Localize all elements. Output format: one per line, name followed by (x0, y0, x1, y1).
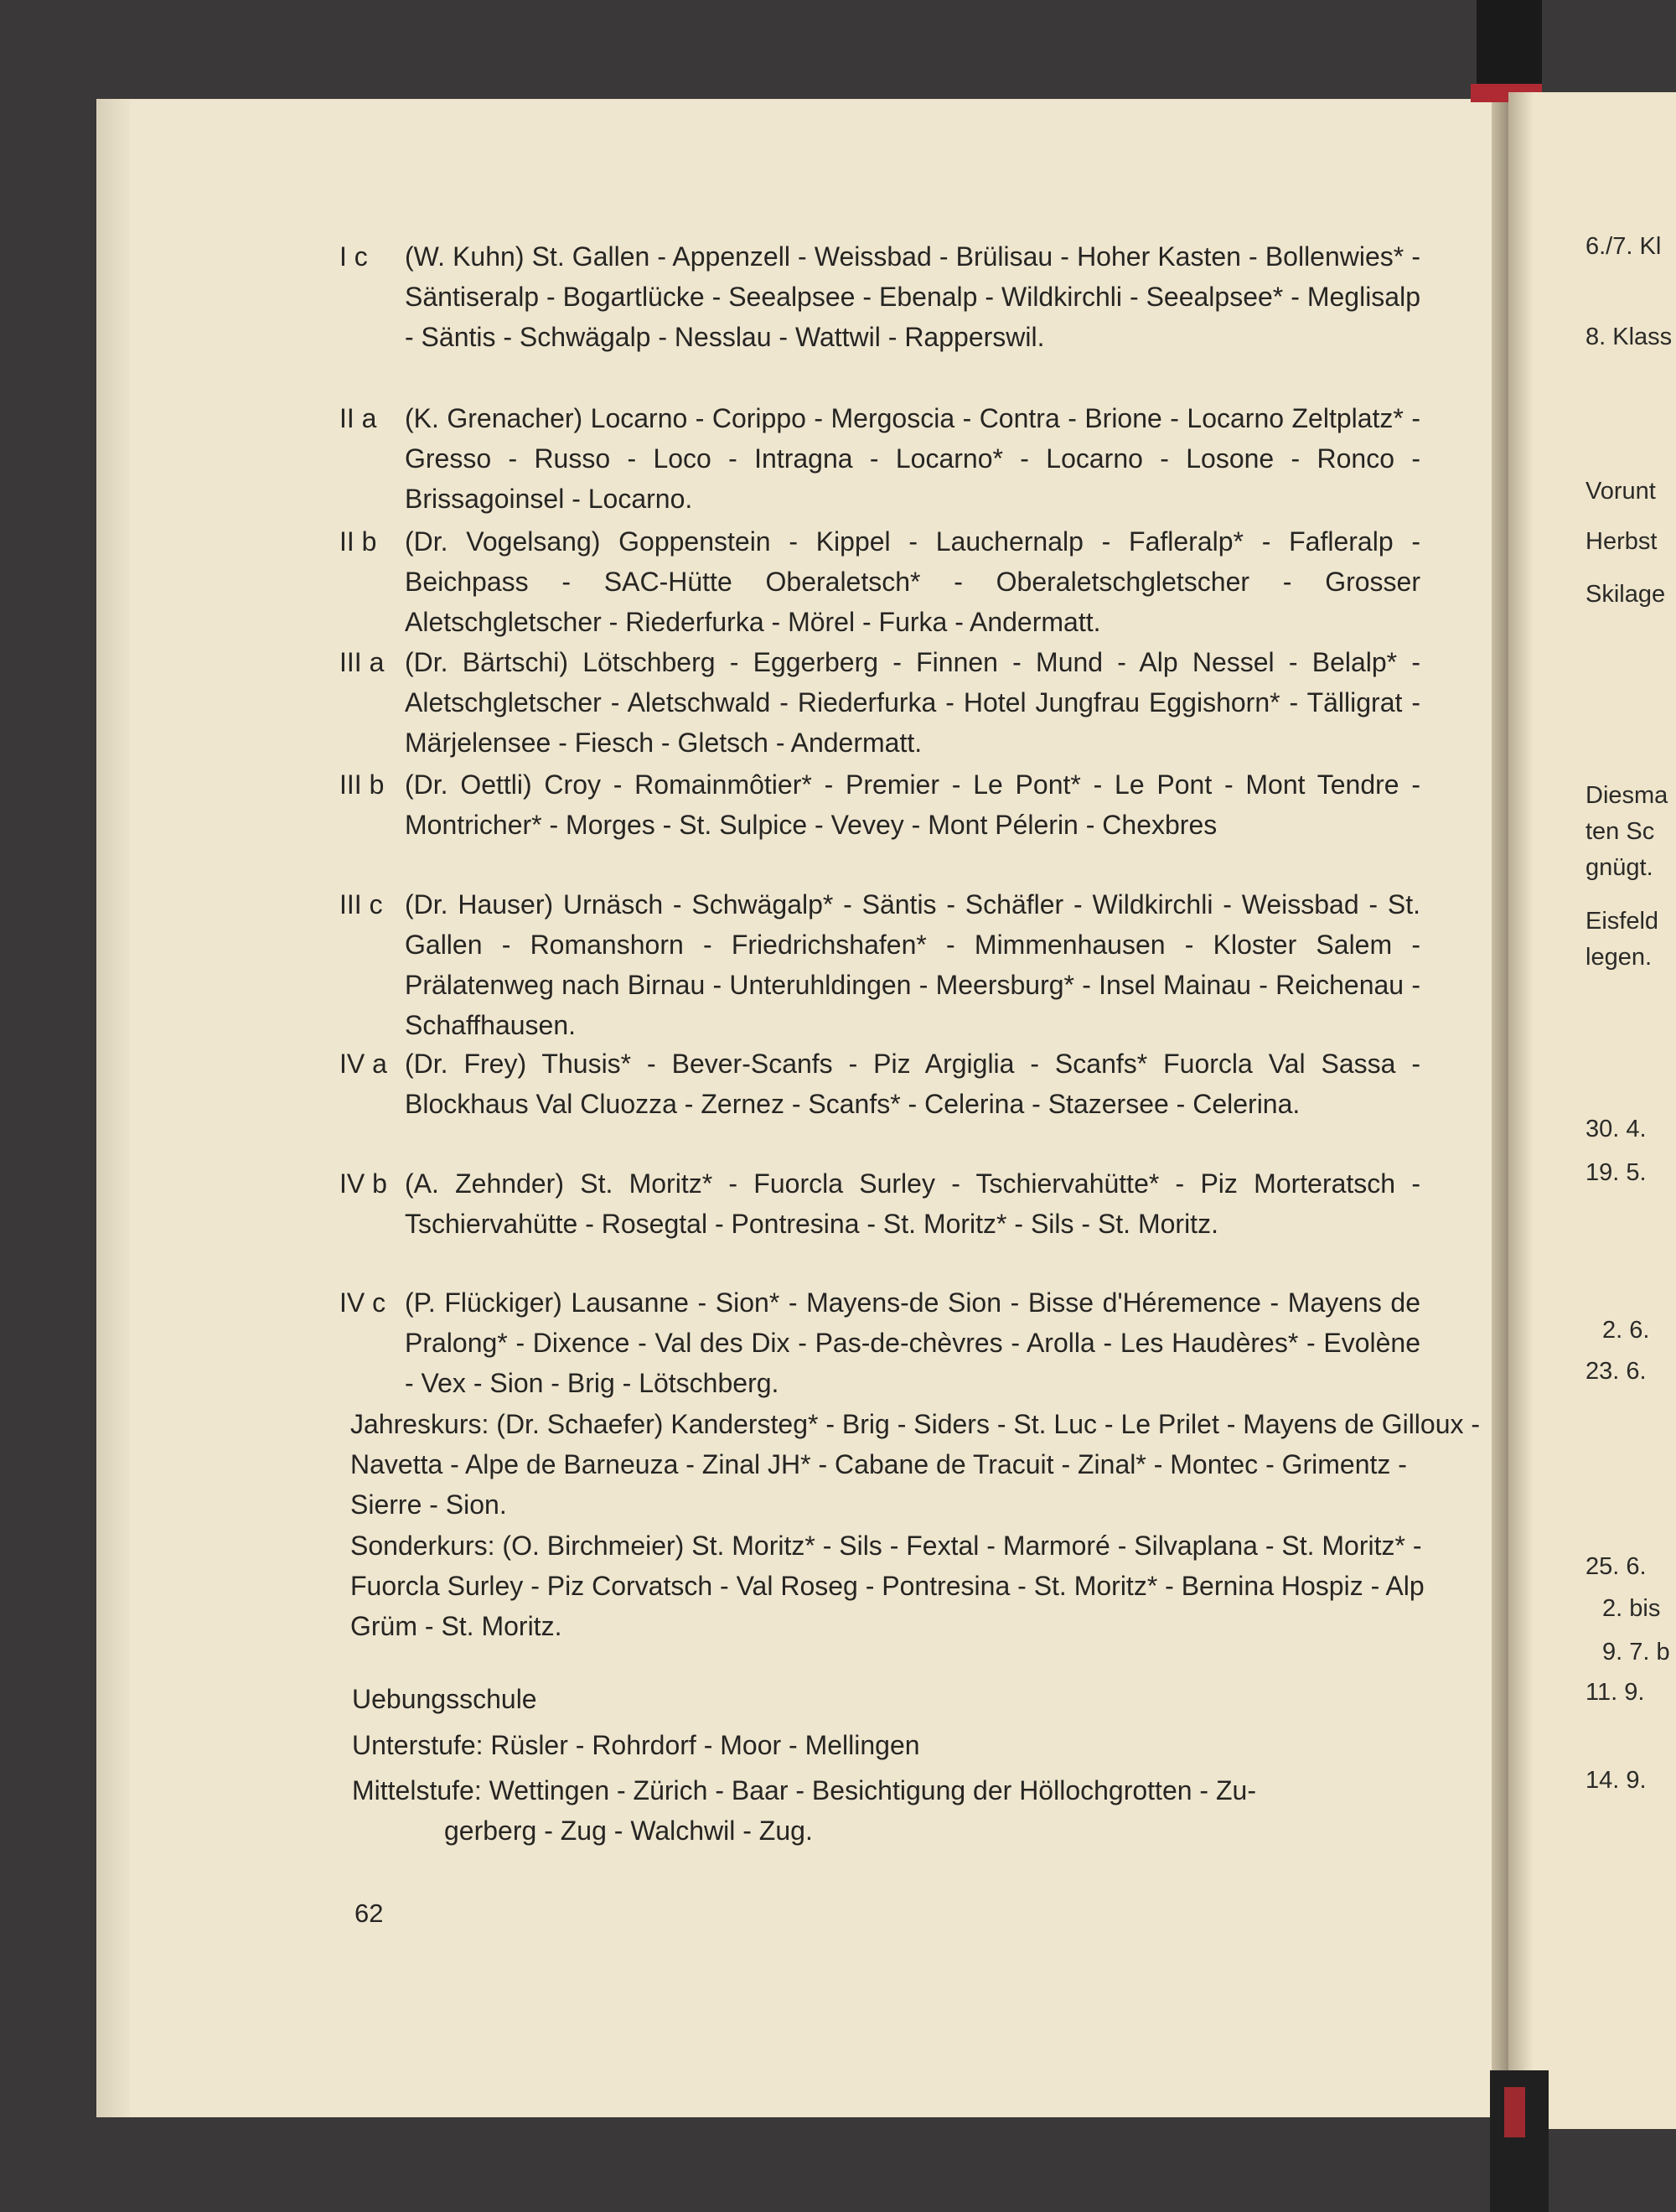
course-label: Sonderkurs: (350, 1531, 495, 1561)
right-fragment: 8. Klass (1585, 324, 1673, 350)
right-fragment: 19. 5. (1585, 1159, 1647, 1186)
course-entry-jahreskurs (350, 1404, 1484, 1525)
right-fragment: legen. (1585, 944, 1653, 971)
right-fragment: 23. 6. (1585, 1358, 1647, 1385)
right-fragment: 9. 7. b (1602, 1639, 1670, 1665)
course-entry-iia (339, 398, 1420, 519)
course-entry-iiia (339, 642, 1420, 763)
mittelstufe-line-2: gerberg - Zug - Walchwil - Zug. (444, 1816, 813, 1846)
course-entry-ivb (339, 1163, 1420, 1244)
right-fragment: Vorunt (1585, 478, 1656, 505)
course-route: (K. Grenacher) Locarno - Corippo - Mergoscia - Contra - Brione - Locarno Zeltplatz* - Gresso - Russo - Loco - Intragna - Locarno* - Locarno - Losone - Ronco - Brissagoinsel - Locarno. (405, 403, 1420, 514)
course-route: (W. Kuhn) St. Gallen - Appenzell - Weissbad - Brülisau - Hoher Kasten - Bollenwies* - Säntiseralp - Bogartlücke - Seealpsee - Ebenalp - Wildkirchli - Seealpsee* - Meglisalp - Säntis - Schwägalp - Nesslau - Wattwil - Rapperswil. (405, 241, 1420, 352)
right-fragment: 25. 6. (1585, 1553, 1647, 1580)
page-number: 62 (354, 1899, 384, 1928)
course-label: III a (339, 647, 385, 677)
course-entry-iva (339, 1044, 1420, 1124)
course-label: I c (339, 241, 368, 272)
right-fragment: 2. bis (1602, 1595, 1661, 1622)
right-fragment: Diesma (1585, 782, 1668, 809)
mittelstufe-line-1: Mittelstufe: Wettingen - Zürich - Baar - Besichtigung der Höllochgrotten - Zu- (352, 1775, 1256, 1805)
course-label: IV b (339, 1168, 387, 1199)
right-fragment: ten Sc (1585, 818, 1655, 845)
course-route (350, 1526, 1484, 1646)
course-entry-iib (339, 521, 1420, 642)
course-entry-iiic (339, 884, 1420, 1045)
course-label: III c (339, 889, 383, 920)
right-fragment: Skilage (1585, 581, 1666, 608)
course-route (350, 1404, 1484, 1525)
section-heading-uebungsschule: Uebungsschule (352, 1684, 537, 1714)
course-entry-ivc (339, 1282, 1420, 1403)
course-label: II a (339, 403, 377, 433)
course-entry-sonderkurs (350, 1526, 1484, 1646)
course-route: (P. Flückiger) Lausanne - Sion* - Mayens-de Sion - Bisse d'Héremence - Mayens de Pralong* - Dixence - Val des Dix - Pas-de-chèvres - Arolla - Les Haudères* - Evolène - Vex - Sion - Brig - Lötschberg. (405, 1287, 1420, 1398)
course-label: II b (339, 526, 377, 557)
course-route: (Dr. Vogelsang) Goppenstein - Kippel - Lauchernalp - Fafleralp* - Fafleralp - Beichpass - SAC-Hütte Oberaletsch* - Oberaletschgletscher - Grosser Aletschgletscher - Riederfurka - Mörel - Furka - Andermatt. (405, 526, 1420, 637)
course-route: (Dr. Hauser) Urnäsch - Schwägalp* - Säntis - Schäfler - Wildkirchli - Weissbad - St. Gallen - Romanshorn - Friedrichshafen* - Mimmenhausen - Kloster Salem - Prälatenweg nach Birnau - Unteruhldingen - Meersburg* - Insel Mainau - Reichenau - Schaffhausen. (405, 889, 1420, 1040)
unterstufe-line: Unterstufe: Rüsler - Rohrdorf - Moor - Mellingen (352, 1730, 920, 1760)
right-fragment: Herbst (1585, 528, 1658, 555)
course-route: (Dr. Bärtschi) Lötschberg - Eggerberg - Finnen - Mund - Alp Nessel - Belalp* - Aletschgletscher - Aletschwald - Riederfurka - Hotel Jungfrau Eggishorn* - Tälligrat - Märjelensee - Fiesch - Gletsch - Andermatt. (405, 647, 1420, 758)
right-fragment: 11. 9. (1585, 1679, 1645, 1706)
course-route: (Dr. Frey) Thusis* - Bever-Scanfs - Piz Argiglia - Scanfs* Fuorcla Val Sassa - Blockhaus Val Cluozza - Zernez - Scanfs* - Celerina - Stazersee - Celerina. (405, 1049, 1420, 1119)
course-route: (Dr. Oettli) Croy - Romainmôtier* - Premier - Le Pont* - Le Pont - Mont Tendre - Montricher* - Morges - St. Sulpice - Vevey - Mont Pélerin - Chexbres (405, 769, 1420, 840)
course-route-text: (Dr. Schaefer) Kandersteg* - Brig - Siders - St. Luc - Le Prilet - Mayens de Gilloux - Navetta - Alpe de Barneuza - Zinal JH* - Cabane de Tracuit - Zinal* - Montec - Grimentz - Sierre - Sion. (350, 1409, 1481, 1520)
right-fragment: 14. 9. (1585, 1767, 1647, 1794)
course-route-text: (O. Birchmeier) St. Moritz* - Sils - Fextal - Marmoré - Silvaplana - St. Moritz* - Fuorcla Surley - Piz Corvatsch - Val Roseg - Pontresina - St. Moritz* - Bernina Hospiz - Alp Grüm - St. Moritz. (350, 1531, 1425, 1641)
right-fragment: 2. 6. (1602, 1317, 1650, 1344)
course-route: (A. Zehnder) St. Moritz* - Fuorcla Surley - Tschiervahütte* - Piz Morteratsch - Tschiervahütte - Rosegtal - Pontresina - St. Moritz* - Sils - St. Moritz. (405, 1168, 1420, 1239)
course-label: Jahreskurs: (350, 1409, 489, 1439)
course-entry-iiib (339, 764, 1420, 845)
right-fragment: Eisfeld (1585, 908, 1659, 935)
course-label: IV a (339, 1049, 387, 1079)
course-label: IV c (339, 1287, 386, 1318)
right-fragment: gnügt. (1585, 854, 1653, 881)
course-entry-ic (339, 236, 1420, 357)
right-fragment: 6./7. Kl (1585, 233, 1662, 260)
course-label: III b (339, 769, 385, 800)
right-fragment: 30. 4. (1585, 1116, 1647, 1142)
